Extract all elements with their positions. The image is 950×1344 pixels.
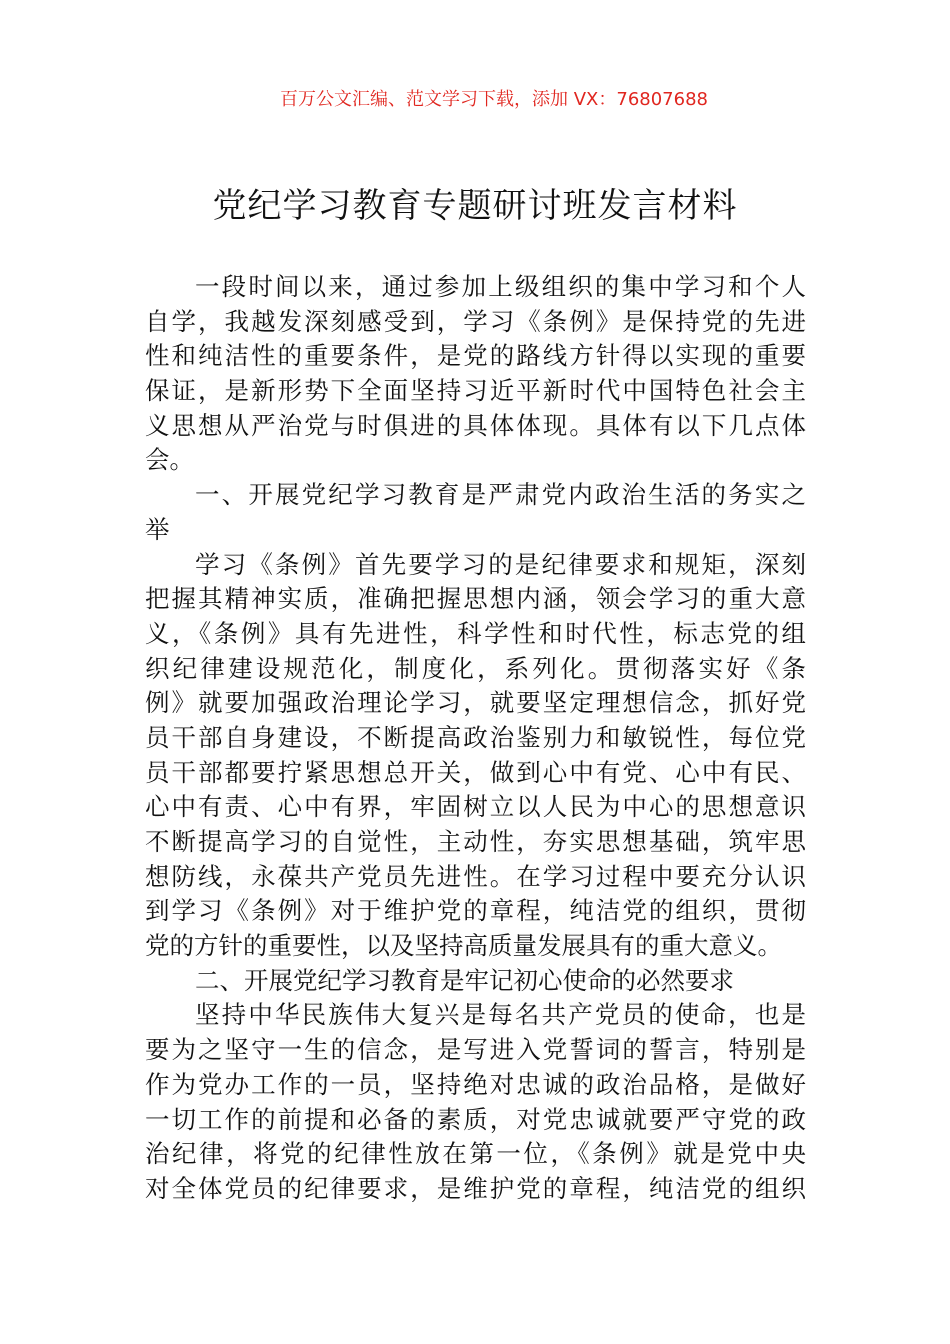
paragraph-line: 一、开展党纪学习教育是严肃党内政治生活的务实之: [195, 480, 806, 510]
paragraph-line: 性和纯洁性的重要条件，是党的路线方针得以实现的重要: [145, 341, 806, 371]
paragraph-line: 一段时间以来，通过参加上级组织的集中学习和个人: [195, 272, 806, 301]
document-body: [145, 270, 806, 1207]
paragraph-line: 织纪律建设规范化，制度化，系列化。贯彻落实好《条: [145, 653, 806, 683]
paragraph-line: 到学习《条例》对于维护党的章程，纯洁党的组织，贯彻: [145, 896, 806, 926]
paragraph-line: 坚持中华民族伟大复兴是每名共产党员的使命，也是: [195, 1000, 806, 1030]
paragraph: [145, 270, 806, 478]
paragraph-line: 党的方针的重要性，以及坚持高质量发展具有的重大意义。: [145, 931, 782, 961]
paragraph-line: 保证，是新形势下全面坚持习近平新时代中国特色社会主: [145, 376, 806, 406]
watermark-header: 百万公文汇编、范文学习下载，添加 VX：76807688: [280, 89, 708, 110]
paragraph-line: 治纪律，将党的纪律性放在第一位，《条例》就是党中央: [145, 1139, 806, 1169]
paragraph-line: 不断提高学习的自觉性，主动性，夯实思想基础，筑牢思: [145, 827, 806, 856]
paragraph-line: 例》就要加强政治理论学习，就要坚定理想信念，抓好党: [145, 688, 806, 718]
document-title: 党纪学习教育专题研讨班发言材料: [212, 186, 738, 226]
paragraph-line: 作为党办工作的一员，坚持绝对忠诚的政治品格，是做好: [145, 1069, 806, 1099]
paragraph-line: 心中有责、心中有界，牢固树立以人民为中心的思想意识: [145, 792, 806, 822]
paragraph-line: 一切工作的前提和必备的素质，对党忠诚就要严守党的政: [145, 1104, 806, 1134]
paragraph: [145, 548, 806, 964]
paragraph-line: 要为之坚守一生的信念，是写进入党誓词的誓言，特别是: [145, 1035, 806, 1065]
paragraph-line: 对全体党员的纪律要求，是维护党的章程，纯洁党的组织: [145, 1173, 806, 1203]
paragraph-line: 举: [145, 514, 170, 544]
paragraph: [145, 964, 806, 999]
paragraph: [145, 998, 806, 1206]
paragraph-line: 想防线，永葆共产党员先进性。在学习过程中要充分认识: [145, 861, 806, 891]
paragraph-line: 自学，我越发深刻感受到，学习《条例》是保持党的先进: [145, 306, 806, 336]
paragraph-line: 二、开展党纪学习教育是牢记初心使命的必然要求: [195, 965, 734, 995]
paragraph-line: 员干部都要拧紧思想总开关，做到心中有党、心中有民、: [145, 757, 806, 787]
paragraph-line: 会。: [145, 445, 194, 475]
paragraph-line: 学习《条例》首先要学习的是纪律要求和规矩，深刻: [195, 549, 806, 579]
paragraph-line: 把握其精神实质，准确把握思想内涵，领会学习的重大意: [145, 584, 806, 614]
paragraph-line: 义，《条例》具有先进性，科学性和时代性，标志党的组: [145, 618, 806, 648]
paragraph-line: 员干部自身建设，不断提高政治鉴别力和敏锐性，每位党: [145, 722, 806, 752]
paragraph-line: 义思想从严治党与时俱进的具体体现。具体有以下几点体: [145, 410, 806, 440]
paragraph: [145, 478, 806, 547]
